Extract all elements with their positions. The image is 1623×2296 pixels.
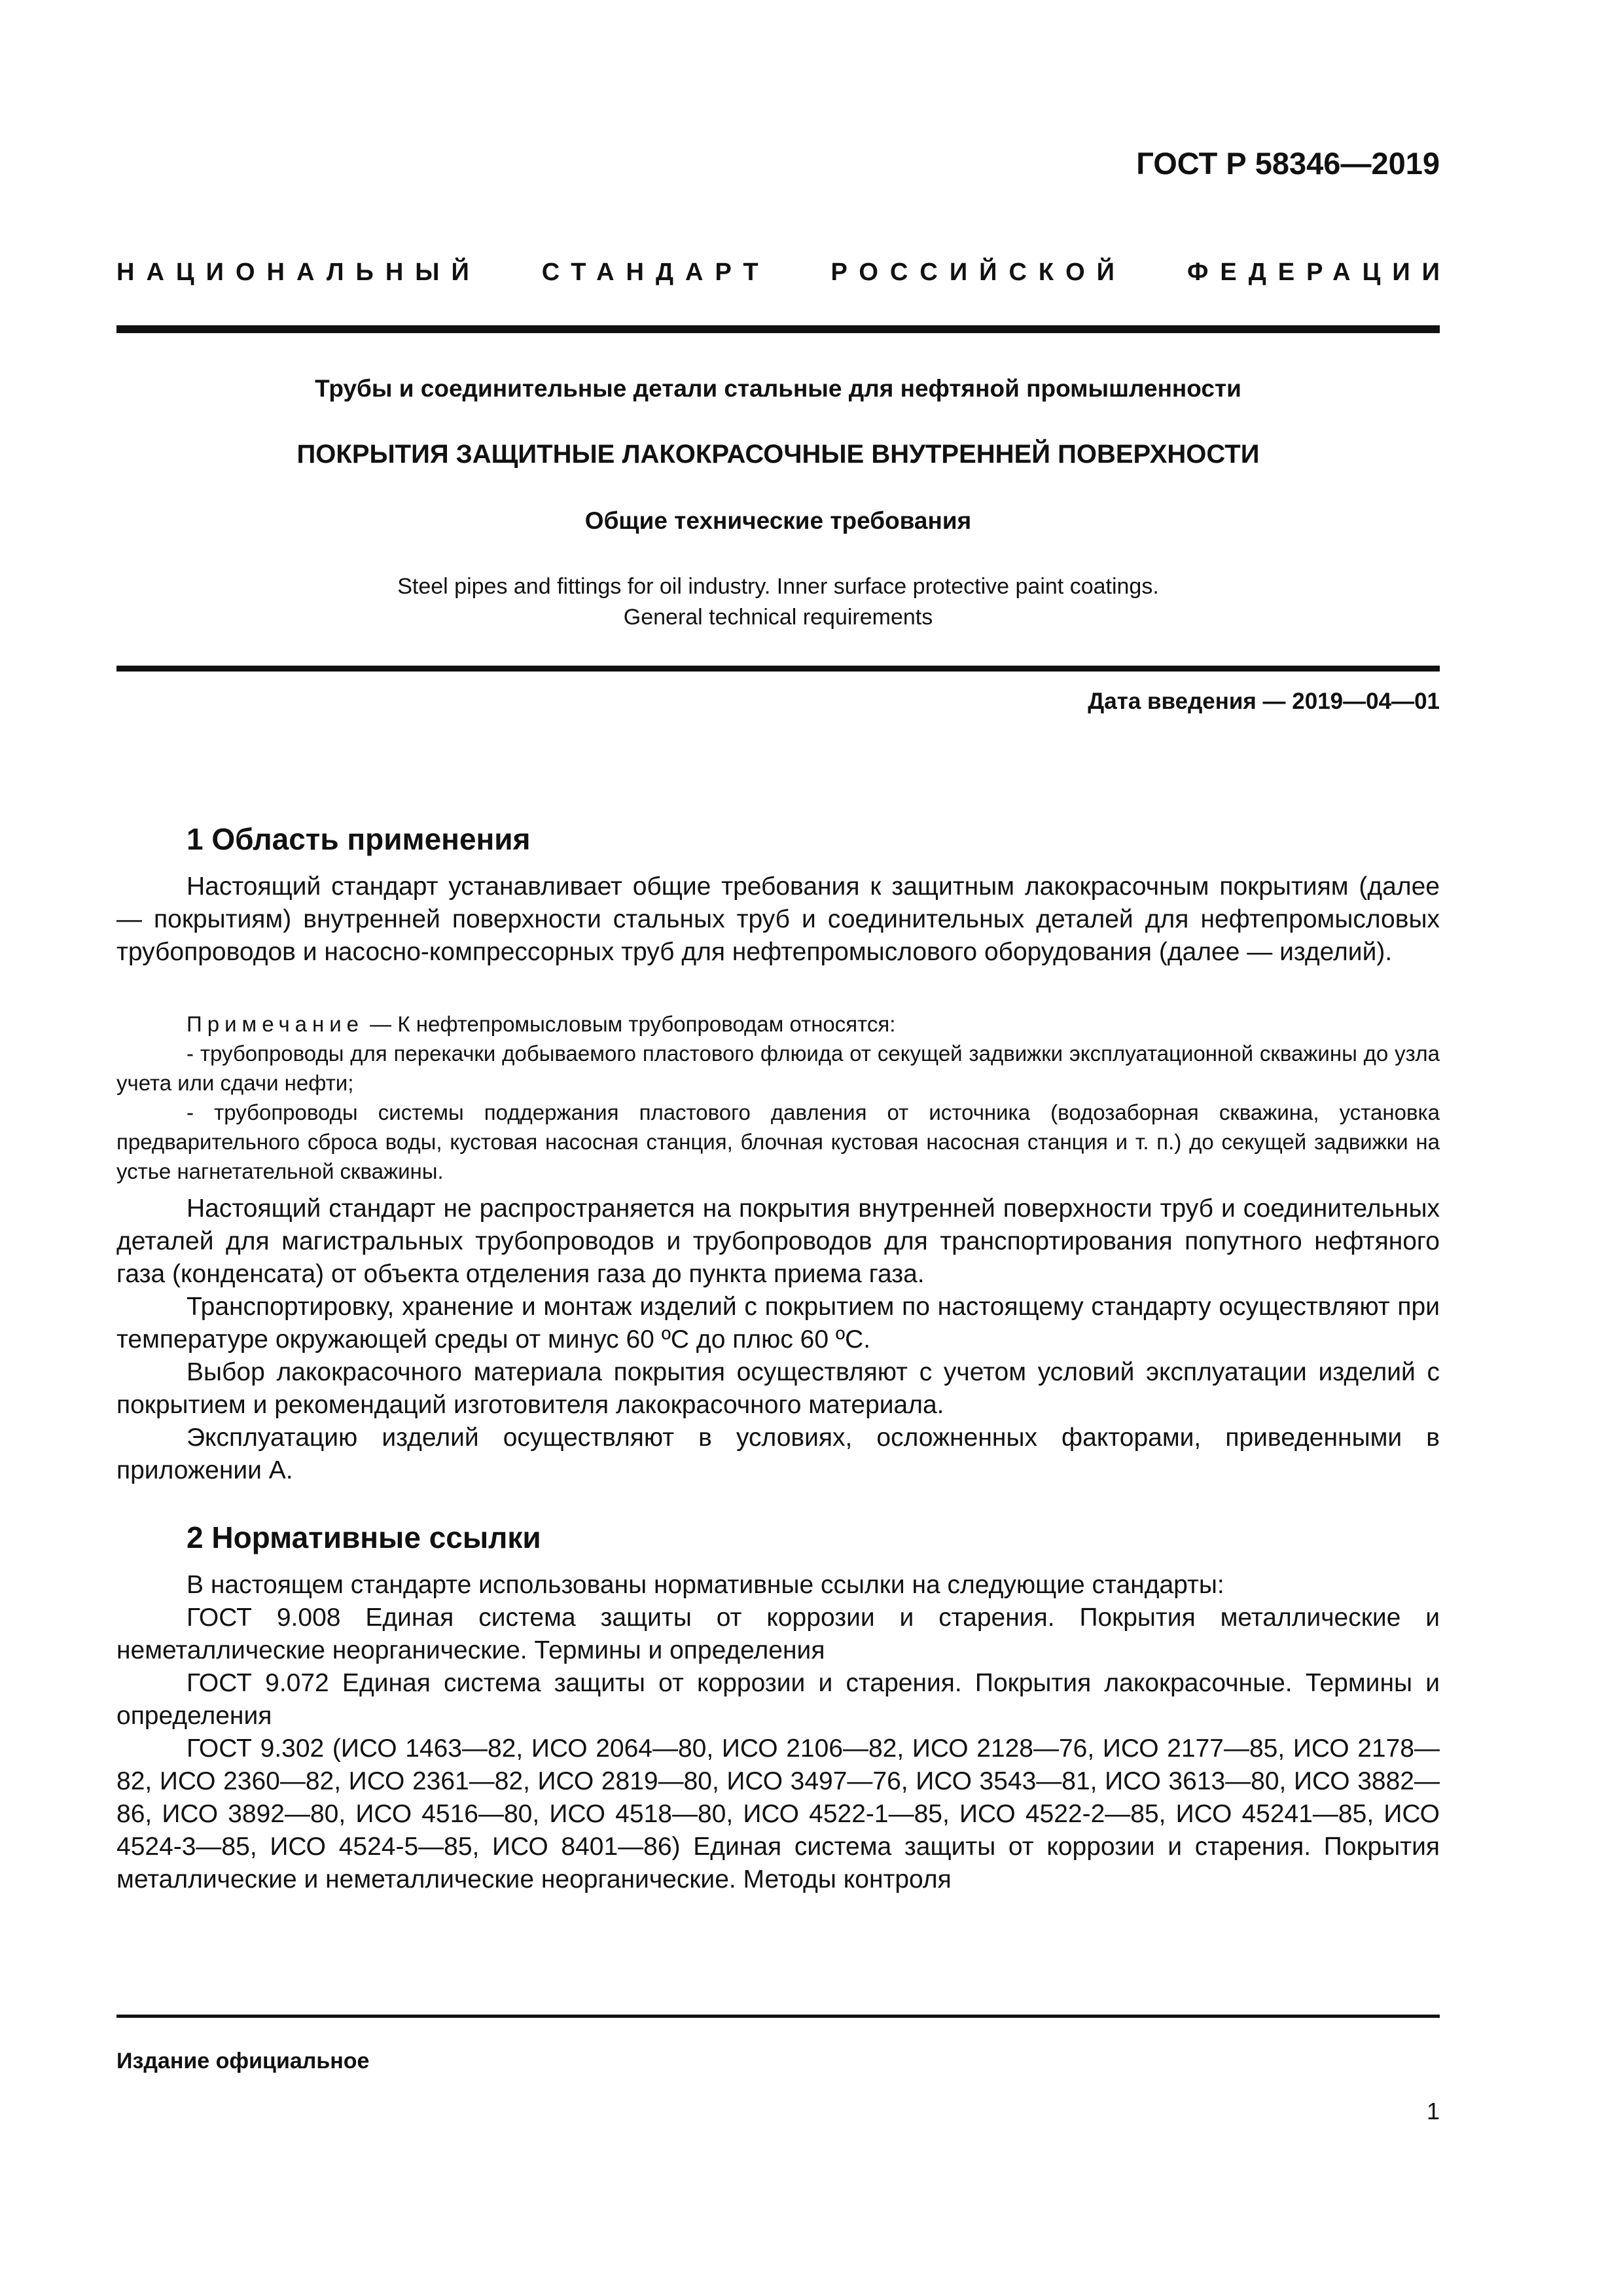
reference-item: ГОСТ 9.302 (ИСО 1463—82, ИСО 2064—80, ИСО 2106—82, ИСО 2128—76, ИСО 2177—85, ИСО 2178—82, ИСО 2360—82, ИСО 2361—82, ИСО 2819—80, ИСО 3497—76, ИСО 3543—81, ИСО 3613—80, ИСО 3882—86, ИСО 3892—80, ИСО 4516—80, ИСО 4518—80, ИСО 4522-1—85, ИСО 4522-2—85, ИСО 45241—85, ИСО 4524-3—85, ИСО 4524-5—85, ИСО 8401—86) Единая система защиты от коррозии и старения. Покрытия металлические и неметаллические неорганические. Методы контроля — [116, 1734, 1440, 1893]
note-item: - трубопроводы для перекачки добываемого пластового флюида от секущей задвижки эксплуатационной скважины до узла учета или сдачи нефти; — [116, 1041, 1440, 1095]
title-line-1: Трубы и соединительные детали стальные для нефтяной промышленности — [315, 375, 1241, 402]
paragraph: Транспортировку, хранение и монтаж изделий с покрытием по настоящему стандарту осуществляют при температуре окружающей среды от минус 60 ºС до плюс 60 ºС. — [116, 1293, 1440, 1354]
note-item: - трубопроводы системы поддержания пластового давления от источника (водозаборная скважина, установка предварительного сброса воды, кустовая насосная станция, блочная кустовая насосная станция и т. п.) до секущей задвижки на устье нагнетательной скважины. — [116, 1100, 1440, 1183]
section-1-note — [116, 1009, 1440, 1186]
section-1-paragraphs — [116, 1193, 1440, 1487]
note-intro-text: — К нефтепромысловым трубопроводам относятся: — [364, 1012, 896, 1036]
document-code: ГОСТ Р 58346—2019 — [1136, 146, 1440, 181]
paragraph: В настоящем стандарте использованы нормативные ссылки на следующие стандарты: — [187, 1571, 1224, 1599]
paragraph: Настоящий стандарт не распространяется на покрытия внутренней поверхности труб и соединительных деталей для магистральных трубопроводов и трубопроводов для транспортирования попутного нефтяного газа (конденсата) от объекта отделения газа до пункта приема газа. — [116, 1194, 1440, 1288]
english-title-line-1: Steel pipes and fittings for oil industry. Inner surface protective paint coatings. — [397, 574, 1159, 599]
title-line-2: ПОКРЫТИЯ ЗАЩИТНЫЕ ЛАКОКРАСОЧНЫЕ ВНУТРЕННЕЙ ПОВЕРХНОСТИ — [296, 440, 1260, 469]
paragraph: Выбор лакокрасочного материала покрытия осуществляют с учетом условий эксплуатации изделий с покрытием и рекомендаций изготовителя лакокрасочного материала. — [116, 1358, 1440, 1419]
section-2-heading: 2 Нормативные ссылки — [187, 1520, 541, 1554]
page-number: 1 — [1426, 2098, 1440, 2125]
edition-label: Издание официальное — [116, 2049, 370, 2073]
paragraph: Настоящий стандарт устанавливает общие требования к защитным лакокрасочным покрытиям (далее — покрытиям) внутренней поверхности стальных труб и соединительных деталей для нефтепромысловых трубопроводов и насосно-компрессорных труб для нефтепромыслового оборудования (далее — изделий). — [116, 872, 1440, 966]
footer-divider — [116, 2015, 1440, 2018]
note-label: Примечание — [187, 1012, 365, 1036]
banner-word: НАЦИОНАЛЬНЫЙ — [116, 259, 481, 286]
english-title — [116, 571, 1440, 633]
banner-word: РОССИЙСКОЙ — [830, 259, 1126, 286]
banner-word: СТАНДАРТ — [541, 259, 770, 286]
section-1-paragraph-1 — [116, 870, 1440, 969]
top-divider — [116, 325, 1440, 333]
section-2-paragraphs — [116, 1569, 1440, 1896]
national-standard-banner — [116, 259, 1452, 287]
section-1-heading: 1 Область применения — [187, 822, 531, 856]
banner-word: ФЕДЕРАЦИИ — [1186, 259, 1452, 286]
introduction-date: Дата введения — 2019—04—01 — [1088, 689, 1440, 714]
title-divider — [116, 666, 1440, 672]
note-intro — [116, 1009, 1440, 1039]
english-title-line-2: General technical requirements — [623, 605, 933, 630]
reference-item: ГОСТ 9.072 Единая система защиты от коррозии и старения. Покрытия лакокрасочные. Термины и определения — [116, 1669, 1440, 1730]
title-line-3: Общие технические требования — [584, 507, 972, 534]
reference-item: ГОСТ 9.008 Единая система защиты от коррозии и старения. Покрытия металлические и неметаллические неорганические. Термины и определения — [116, 1604, 1440, 1664]
paragraph: Эксплуатацию изделий осуществляют в условиях, осложненных факторами, приведенными в приложении А. — [116, 1424, 1440, 1484]
